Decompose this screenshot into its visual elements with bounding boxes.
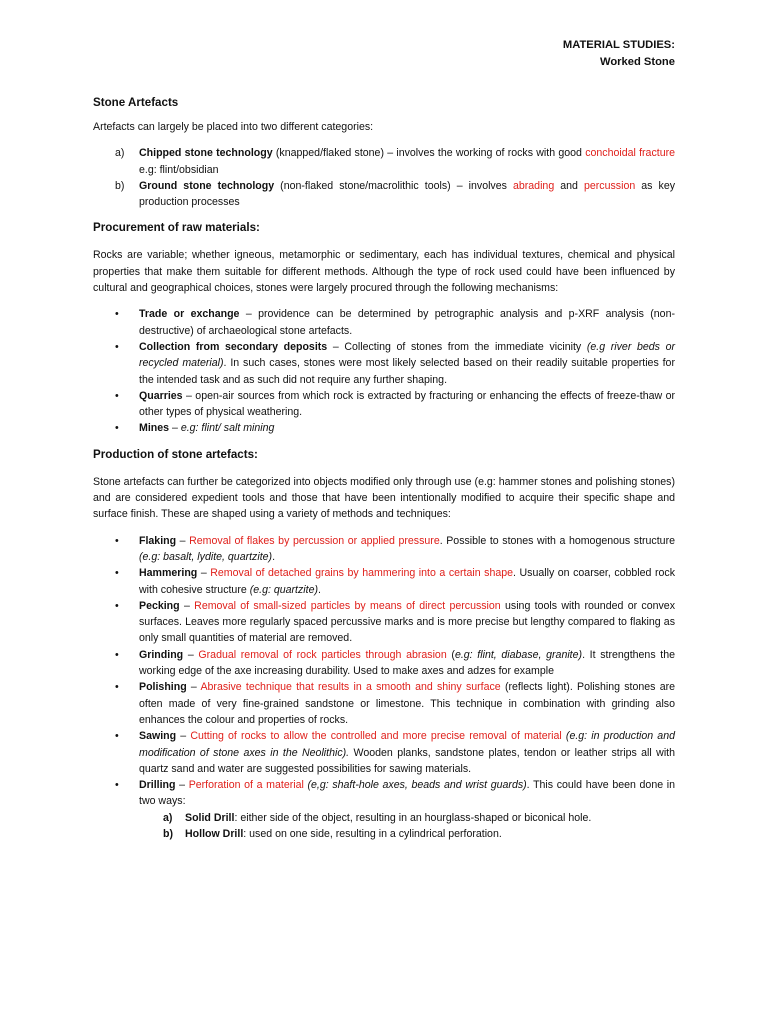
section-title-production: Production of stone artefacts: bbox=[93, 447, 258, 461]
section-title-procurement: Procurement of raw materials: bbox=[93, 221, 260, 235]
list-item-polishing: • Polishing – Abrasive technique that results in a smooth and shiny surface (reflects light). Polishing stones are often made of very fine-grained sandstone or limestone. This technique in combination with grinding also enhances the colour and properties of rocks. bbox=[115, 681, 676, 726]
drilling-methods-list bbox=[139, 810, 675, 843]
header-topic: Worked Stone bbox=[599, 55, 675, 68]
list-item-pecking: • Pecking – Removal of small-sized particles by means of direct percussion using tools with rounded or convex surfaces. Leaves more regularly spaced percussive marks and is more precise but lengthy compared to flaking as only small quantities of material are removed. bbox=[115, 599, 675, 645]
category-item-ground: b) Ground stone technology (non-flaked stone/macrolithic tools) – involves abrading and percussion as key production processes bbox=[115, 179, 676, 209]
drill-item-solid: a) Solid Drill: either side of the object, resulting in an hourglass-shaped or biconical hole. bbox=[163, 811, 592, 824]
document-header bbox=[563, 37, 675, 70]
highlight: percussion bbox=[584, 179, 636, 192]
production-paragraph: Stone artefacts can further be categorized into objects modified only through use (e.g: hammer stones and polishing stones) and are considered expedient tools and those that have been intentionally modified to acquire their specific shape and surface finish. These are shaped using a variety of methods and techniques: bbox=[93, 475, 675, 521]
list-item-sawing: • Sawing – Cutting of rocks to allow the controlled and more precise removal of material (e.g: in production and modification of stone axes in the Neolithic). Wooden planks, sandstone plates, tendon or leather strips all with quartz sand and water are suggested possibilities for sawing materials. bbox=[115, 730, 676, 775]
list-item-flaking: • Flaking – Removal of flakes by percussion or applied pressure. Possible to stones with a homogenous structure (e.g: basalt, lydite, quartzite). bbox=[115, 534, 675, 563]
production-list bbox=[93, 533, 675, 843]
list-item-collection: • Collection from secondary deposits – Collecting of stones from the immediate vicinity (e.g river beds or recycled material). In such cases, stones were most likely selected based on their readily suitable properties for the intended task and as such did not require any further shaping. bbox=[115, 340, 676, 386]
list-item-mines: • Mines – e.g: flint/ salt mining bbox=[115, 422, 275, 435]
list-item-trade: • Trade or exchange – providence can be determined by petrographic analysis and p-XRF analysis (non-destructive) of archaeological stone artefacts. bbox=[115, 308, 675, 337]
document-body bbox=[93, 94, 675, 842]
intro-paragraph: Artefacts can largely be placed into two different categories: bbox=[93, 121, 374, 133]
term: Chipped stone technology bbox=[139, 147, 273, 160]
list-marker: b) bbox=[115, 179, 125, 192]
procurement-list bbox=[93, 306, 675, 436]
category-item-chipped: a) Chipped stone technology (knapped/flaked stone) – involves the working of rocks with good conchoidal fracture e.g: flint/obsidian bbox=[115, 147, 676, 176]
highlight: abrading bbox=[512, 179, 555, 192]
section-title-stone-artefacts: Stone Artefacts bbox=[93, 96, 179, 109]
category-list bbox=[93, 145, 675, 210]
drill-item-hollow: b) Hollow Drill: used on one side, resulting in a cylindrical perforation. bbox=[163, 827, 502, 840]
list-item-quarries: • Quarries – open-air sources from which rock is extracted by fracturing or enhancing the effects of freeze-thaw or other types of physical weathering. bbox=[115, 389, 675, 419]
term: Ground stone technology bbox=[139, 179, 275, 192]
header-course: MATERIAL STUDIES: bbox=[562, 39, 675, 51]
highlight: conchoidal fracture bbox=[585, 147, 676, 160]
list-item-drilling: • Drilling – Perforation of a material (e,g: shaft-hole axes, beads and wrist guards). This could have been done in two ways: a) Solid Drill: either side of the object, resulting in an hourglass-shaped or biconical hole. b) Hollow Drill: used on one side, resulting in a cylindrical perforation. bbox=[93, 777, 675, 842]
list-item-hammering: • Hammering – Removal of detached grains by hammering into a certain shape. Usually on coarser, cobbled rock with cohesive structure (e.g: quartzite). bbox=[115, 567, 676, 596]
list-marker: a) bbox=[115, 147, 125, 160]
list-item-grinding: • Grinding – Gradual removal of rock particles through abrasion (e.g: flint, diabase, granite). It strengthens the working edge of the axe increasing durability. Used to make axes and adzes for example bbox=[115, 648, 676, 678]
procurement-paragraph: Rocks are variable; whether igneous, metamorphic or sedimentary, each has individual textures, chemical and physical properties that make them suitable for different methods. Although the type of rock used could have been influenced by cultural and geographical choices, stones were largely procured through the following mechanisms: bbox=[93, 249, 675, 295]
